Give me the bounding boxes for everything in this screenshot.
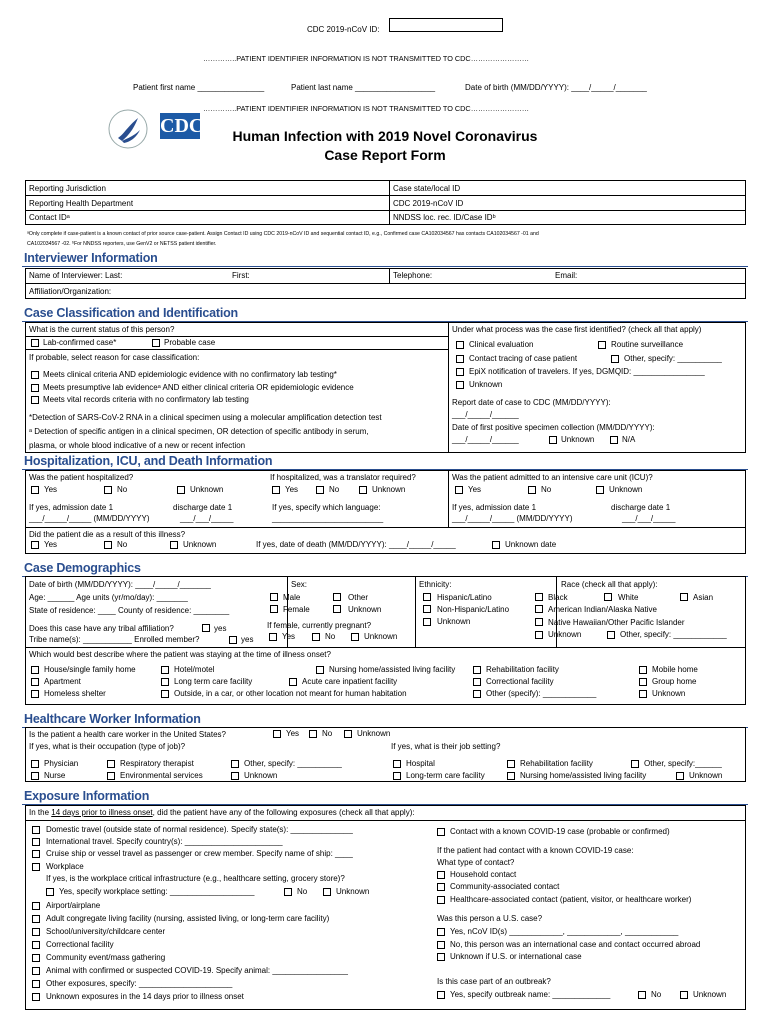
hcw-no-checkbox[interactable] [309,730,317,738]
case-state-id[interactable]: Case state/local ID [393,184,461,193]
contact-question-2: What type of contact? [437,858,515,867]
cdc-logo: CDC [160,115,204,137]
race-white-checkbox[interactable] [604,593,612,601]
outbreak-unknown-label: Unknown [693,990,727,999]
set-hospital-label: Hospital [406,759,435,768]
res-acute-label: Acute care inpatient facility [302,677,398,686]
workplace-yes-checkbox[interactable] [46,888,54,896]
race-nhpi-checkbox[interactable] [535,618,543,626]
reporting-jurisdiction[interactable]: Reporting Jurisdiction [29,184,106,193]
ethnicity-unknown-checkbox[interactable] [423,618,431,626]
race-white-label: White [618,593,639,602]
res-apartment-checkbox[interactable] [31,678,39,686]
outbreak-no-label: No [651,990,662,999]
exp-other-checkbox[interactable] [32,980,40,988]
probable-checkbox[interactable] [152,339,160,347]
pregnant-unknown-label: Unknown [364,632,398,641]
exp-congregate-checkbox[interactable] [32,915,40,923]
male-label: Male [283,593,301,602]
critical-question: If yes, is the workplace critical infrastructure (e.g., healthcare setting, grocery store)? [46,874,345,883]
hosp-unknown-checkbox[interactable] [177,486,185,494]
res-nursing-label: Nursing home/assisted living facility [329,665,456,674]
pregnant-no-checkbox[interactable] [312,633,320,641]
exp-unknown-label: Unknown exposures in the 14 days prior to illness onset [46,992,244,1001]
patient-last-name: Patient last name __________________ [291,83,436,92]
hhs-eagle-logo [108,108,148,150]
occ-physician-checkbox[interactable] [31,760,39,768]
workplace-yes-label: Yes, specify workplace setting: ___________________ [59,887,255,896]
res-unknown-checkbox[interactable] [639,690,647,698]
res-rehab-checkbox[interactable] [473,666,481,674]
note-1: *Detection of SARS-CoV-2 RNA in a clinical specimen using a molecular amplification detection test [29,413,382,422]
res-outside-label: Outside, in a car, or other location not meant for human habitation [174,689,407,698]
icu-admission-blank[interactable]: ___/_____/_____ (MM/DD/YYYY) [452,514,573,523]
outbreak-question: Is this case part of an outbreak? [437,977,551,986]
res-apartment-label: Apartment [44,677,81,686]
hosp-unknown-label: Unknown [190,485,224,494]
icu-admission-label: If yes, admission date 1 [452,503,537,512]
hcw-unknown-label: Unknown [357,729,391,738]
us-no-checkbox[interactable] [437,941,445,949]
lab-confirmed-label: Lab-confirmed case* [43,338,117,347]
exposure-heading: Exposure Information [24,789,150,803]
interviewer-affiliation[interactable]: Affiliation/Organization: [29,287,112,296]
outbreak-no-checkbox[interactable] [638,991,646,999]
race-aian-label: American Indian/Alaska Native [548,605,657,614]
occ-unknown-label: Unknown [244,771,278,780]
report-date-blank[interactable]: ___/_____/______ [452,410,519,419]
res-correctional-checkbox[interactable] [473,678,481,686]
female-label: Female [283,605,310,614]
race-other-checkbox[interactable] [607,631,615,639]
reporting-table [25,180,746,225]
set-other-checkbox[interactable] [631,760,639,768]
crit2-label: Meets presumptive lab evidenceᵃ AND either clinical criteria OR epidemiologic evidence [43,383,354,392]
interviewer-last[interactable]: Name of Interviewer: Last: [29,271,123,280]
probable-question: If probable, select reason for case classification: [29,353,200,362]
clinical-eval-label: Clinical evaluation [469,340,534,349]
crit1-label: Meets clinical criteria AND epidemiologic evidence with no confirmatory lab testing* [43,370,337,379]
occ-physician-label: Physician [44,759,79,768]
res-unknown-label: Unknown [652,689,686,698]
exp-congregate-label: Adult congregate living facility (nursing, assisted living, or long-term care facility) [46,914,330,923]
res-outside-checkbox[interactable] [161,690,169,698]
sex-unknown-label: Unknown [348,605,382,614]
res-mobile-label: Mobile home [652,665,698,674]
occ-environmental-checkbox[interactable] [107,772,115,780]
specimen-na-checkbox[interactable] [610,436,618,444]
workplace-unknown-checkbox[interactable] [323,888,331,896]
sex-unknown-checkbox[interactable] [333,605,341,613]
patient-first-name: Patient first name _______________ [133,83,265,92]
process-question: Under what process was the case first identified? (check all that apply) [452,325,702,334]
footnote-2: CA102034567 -02. ᵇFor NNDSS reporters, use GenV2 or NETSS patient identifier. [27,241,217,247]
contact-healthcare-checkbox[interactable] [437,896,445,904]
specimen-na-label: N/A [622,435,636,444]
death-unknown-date-checkbox[interactable] [492,541,500,549]
cdc-ncov-id[interactable]: CDC 2019-nCoV ID [393,199,464,208]
race-black-label: Black [548,593,568,602]
discharge-label: discharge date 1 [173,503,233,512]
died-unknown-checkbox[interactable] [170,541,178,549]
occ-environmental-label: Environmental services [120,771,203,780]
contact-known-label: Contact with a known COVID-19 case (probable or confirmed) [450,827,670,836]
contact-known-checkbox[interactable] [437,828,445,836]
discharge-blank[interactable]: ___/___/_____ [180,514,234,523]
us-unknown-label: Unknown if U.S. or international case [450,952,582,961]
pregnant-yes-checkbox[interactable] [269,633,277,641]
icu-discharge-blank[interactable]: ___/___/_____ [622,514,676,523]
contact-household-checkbox[interactable] [437,871,445,879]
patient-dob: Date of birth (MM/DD/YYYY): ____/_____/_______ [465,83,647,92]
process-other-checkbox[interactable] [611,355,619,363]
tribe-question: Does this case have any tribal affiliation? [29,624,174,633]
exp-workplace-label: Workplace [46,862,84,871]
translator-yes-checkbox[interactable] [272,486,280,494]
contact-community-label: Community-associated contact [450,882,560,891]
language-label: If yes, specify which language: [272,503,381,512]
exp-school-checkbox[interactable] [32,928,40,936]
hospital-heading: Hospitalization, ICU, and Death Information [24,454,273,468]
us-yes-label: Yes, nCoV ID(s) ____________, ____________, ____________ [450,927,679,936]
occ-other-checkbox[interactable] [231,760,239,768]
demo-dob[interactable]: Date of birth (MM/DD/YYYY): ____/_____/_______ [29,580,211,589]
set-hospital-checkbox[interactable] [393,760,401,768]
exp-community-checkbox[interactable] [32,954,40,962]
exposure-intro: In the 14 days prior to illness onset, did the patient have any of the following exposures (check all that apply): [29,808,415,817]
demographics-heading: Case Demographics [24,561,141,575]
set-ltc-checkbox[interactable] [393,772,401,780]
setting-question: If yes, what is their job setting? [391,742,501,751]
icu-discharge-label: discharge date 1 [611,503,671,512]
set-nursing-label: Nursing home/assisted living facility [520,771,647,780]
exp-cruise-label: Cruise ship or vessel travel as passenger or crew member. Specify name of ship: ____ [46,849,353,858]
hosp-no-checkbox[interactable] [104,486,112,494]
report-date-label: Report date of case to CDC (MM/DD/YYYY): [452,398,611,407]
ethnicity-label: Ethnicity: [419,580,452,589]
crit2-checkbox[interactable] [31,384,39,392]
pregnant-unknown-checkbox[interactable] [351,633,359,641]
res-nursing-checkbox[interactable] [316,666,324,674]
crit3-label: Meets vital records criteria with no confirmatory lab testing [43,395,249,404]
exp-animal-label: Animal with confirmed or suspected COVID-19. Specify animal: _________________ [46,966,348,975]
exp-correctional-label: Correctional facility [46,940,114,949]
contact-tracing-label: Contact tracing of case patient [469,354,578,363]
res-house-checkbox[interactable] [31,666,39,674]
nndss-id[interactable]: NNDSS loc. rec. ID/Case IDᵇ [393,213,496,222]
occ-respiratory-label: Respiratory therapist [120,759,194,768]
demo-state[interactable]: State of residence: ____ County of residence: ________ [29,606,230,615]
exp-airport-label: Airport/airplane [46,901,101,910]
icu-yes-label: Yes [468,485,482,494]
translator-no-checkbox[interactable] [316,486,324,494]
death-unknown-date-label: Unknown date [505,540,557,549]
icu-no-checkbox[interactable] [528,486,536,494]
race-other-label: Other, specify: ____________ [620,630,727,639]
translator-unknown-label: Unknown [372,485,406,494]
first-specimen-blank[interactable]: ___/_____/______ [452,435,519,444]
ethnicity-unknown-label: Unknown [437,617,471,626]
exp-animal-checkbox[interactable] [32,967,40,975]
contact-household-label: Household contact [450,870,517,879]
res-group-label: Group home [652,677,697,686]
workplace-unknown-label: Unknown [336,887,370,896]
tribe-names[interactable]: Tribe name(s): ___________ Enrolled member? [29,635,200,644]
hosp-question: Was the patient hospitalized? [29,473,134,482]
crit3-checkbox[interactable] [31,396,39,404]
translator-question: If hospitalized, was a translator required? [270,473,416,482]
note-3: plasma, or whole blood indicative of a new or recent infection [29,441,246,450]
occ-respiratory-checkbox[interactable] [107,760,115,768]
note-2: ᵃ Detection of specific antigen in a clinical specimen, OR detection of specific antibody in serum, [29,427,369,436]
pregnant-yes-label: Yes [282,632,296,641]
race-nhpi-label: Native Hawaiian/Other Pacific Islander [548,618,685,627]
status-question: What is the current status of this person? [29,325,175,334]
res-hotel-checkbox[interactable] [161,666,169,674]
outbreak-unknown-checkbox[interactable] [680,991,688,999]
set-rehab-label: Rehabilitation facility [520,759,593,768]
female-checkbox[interactable] [270,605,278,613]
sex-label: Sex: [291,580,308,589]
enrolled-yes-checkbox[interactable] [229,636,237,644]
language-blank[interactable]: _________________________ [272,514,384,523]
lab-confirmed-checkbox[interactable] [31,339,39,347]
exp-school-label: School/university/childcare center [46,927,166,936]
race-aian-checkbox[interactable] [535,605,543,613]
res-house-label: House/single family home [44,665,136,674]
interviewer-email[interactable]: Email: [555,271,578,280]
occ-nurse-label: Nurse [44,771,66,780]
clinical-eval-checkbox[interactable] [456,341,464,349]
res-group-checkbox[interactable] [639,678,647,686]
pregnant-question: If female, currently pregnant? [267,621,372,630]
set-ltc-label: Long-term care facility [406,771,485,780]
us-case-question: Was this person a U.S. case? [437,914,543,923]
identifier-notice: …………..PATIENT IDENTIFIER INFORMATION IS NOT TRANSMITTED TO CDC…………………… [203,54,530,63]
outbreak-yes-label: Yes, specify outbreak name: _____________ [450,990,611,999]
exp-domestic-label: Domestic travel (outside state of normal residence). Specify state(s): ______________ [46,825,353,834]
identifier-notice-2: …………..PATIENT IDENTIFIER INFORMATION IS NOT TRANSMITTED TO CDC…………………… [203,104,530,113]
res-other-label: Other (specify): ____________ [486,689,597,698]
process-unknown-label: Unknown [469,380,503,389]
interviewer-first[interactable]: First: [232,271,250,280]
res-correctional-label: Correctional facility [486,677,554,686]
first-specimen-label: Date of first positive specimen collection (MM/DD/YYYY): [452,423,655,432]
contact-community-checkbox[interactable] [437,883,445,891]
interviewer-heading: Interviewer Information [24,251,158,265]
us-no-label: No, this person was an international case and contact occurred abroad [450,940,701,949]
tribe-yes-checkbox[interactable] [202,624,210,632]
race-label: Race (check all that apply): [561,580,658,589]
res-rehab-label: Rehabilitation facility [486,665,559,674]
set-unknown-checkbox[interactable] [676,772,684,780]
exp-workplace-checkbox[interactable] [32,863,40,871]
res-homeless-checkbox[interactable] [31,690,39,698]
hosp-yes-checkbox[interactable] [31,486,39,494]
contact-healthcare-label: Healthcare-associated contact (patient, visitor, or healthcare worker) [450,895,692,904]
race-unknown-label: Unknown [548,630,582,639]
workplace-no-checkbox[interactable] [284,888,292,896]
process-unknown-checkbox[interactable] [456,381,464,389]
hcw-yes-label: Yes [286,729,300,738]
exp-other-label: Other exposures, specify: _____________________ [46,979,233,988]
us-unknown-checkbox[interactable] [437,953,445,961]
contact-tracing-checkbox[interactable] [456,355,464,363]
specimen-unknown-checkbox[interactable] [549,436,557,444]
contact-question-1: If the patient had contact with a known COVID-19 case: [437,846,634,855]
male-checkbox[interactable] [270,593,278,601]
hcw-heading: Healthcare Worker Information [24,712,201,726]
non-hispanic-checkbox[interactable] [423,605,431,613]
translator-no-label: No [329,485,340,494]
race-black-checkbox[interactable] [535,593,543,601]
exp-international-label: International travel. Specify country(s): ______________________ [46,837,283,846]
interviewer-telephone[interactable]: Telephone: [393,271,433,280]
icu-yes-checkbox[interactable] [455,486,463,494]
reporting-department[interactable]: Reporting Health Department [29,199,134,208]
contact-id[interactable]: Contact IDᵃ [29,213,70,222]
translator-unknown-checkbox[interactable] [359,486,367,494]
exp-cruise-checkbox[interactable] [32,850,40,858]
died-unknown-label: Unknown [183,540,217,549]
hosp-no-label: No [117,485,128,494]
death-date[interactable]: If yes, date of death (MM/DD/YYYY): ____/_____/_____ [256,540,456,549]
set-nursing-checkbox[interactable] [507,772,515,780]
occ-nurse-checkbox[interactable] [31,772,39,780]
workplace-no-label: No [297,887,308,896]
enrolled-yes-label: yes [241,635,254,644]
hcw-no-label: No [322,729,333,738]
residence-question: Which would best describe where the patient was staying at the time of illness onset? [29,650,331,659]
set-rehab-checkbox[interactable] [507,760,515,768]
exp-community-label: Community event/mass gathering [46,953,166,962]
specimen-unknown-label: Unknown [561,435,595,444]
res-ltc-label: Long term care facility [174,677,253,686]
hcw-question: Is the patient a health care worker in the United States? [29,730,227,739]
icu-unknown-checkbox[interactable] [596,486,604,494]
exp-domestic-checkbox[interactable] [32,826,40,834]
res-mobile-checkbox[interactable] [639,666,647,674]
sex-other-label: Other [348,593,369,602]
admission-label: If yes, admission date 1 [29,503,114,512]
form-subtitle: Case Report Form [324,147,446,163]
us-yes-checkbox[interactable] [437,928,445,936]
occupation-question: If yes, what is their occupation (type of job)? [29,742,186,751]
died-yes-label: Yes [44,540,58,549]
died-no-checkbox[interactable] [104,541,112,549]
form-title: Human Infection with 2019 Novel Coronavirus [232,128,538,144]
ncov-id-input[interactable] [389,18,503,32]
res-other-checkbox[interactable] [473,690,481,698]
ncov-id-label: CDC 2019-nCoV ID: [307,25,380,34]
exp-airport-checkbox[interactable] [32,902,40,910]
tribe-yes-label: yes [214,624,227,633]
process-other-label: Other, specify: __________ [624,354,722,363]
res-homeless-label: Homeless shelter [44,689,106,698]
exp-international-checkbox[interactable] [32,838,40,846]
icu-no-label: No [541,485,552,494]
epix-label: EpiX notification of travelers. If yes, DGMQID: ________________ [469,367,705,376]
occ-unknown-checkbox[interactable] [231,772,239,780]
footnote-1: ᵃOnly complete if case-patient is a known contact of prior source case-patient. Assign Contact ID using CDC 2019-nCoV ID and sequential contact ID, e.g., Confirmed case CA102034567 has contacts CA102034567 -01 and [27,231,539,237]
occ-other-label: Other, specify: __________ [244,759,342,768]
hispanic-checkbox[interactable] [423,593,431,601]
res-hotel-label: Hotel/motel [174,665,215,674]
died-question: Did the patient die as a result of this illness? [29,530,186,539]
set-other-label: Other, specify:______ [644,759,722,768]
res-ltc-checkbox[interactable] [161,678,169,686]
non-hispanic-label: Non-Hispanic/Latino [437,605,510,614]
probable-label: Probable case [164,338,216,347]
demo-age[interactable]: Age: ______ Age units (yr/mo/day): _______ [29,593,188,602]
crit1-checkbox[interactable] [31,371,39,379]
died-yes-checkbox[interactable] [31,541,39,549]
set-unknown-label: Unknown [689,771,723,780]
routine-checkbox[interactable] [598,341,606,349]
race-unknown-checkbox[interactable] [535,631,543,639]
outbreak-yes-checkbox[interactable] [437,991,445,999]
exp-correctional-checkbox[interactable] [32,941,40,949]
icu-unknown-label: Unknown [609,485,643,494]
died-no-label: No [117,540,128,549]
pregnant-no-label: No [325,632,336,641]
sex-other-checkbox[interactable] [333,593,341,601]
hispanic-label: Hispanic/Latino [437,593,492,602]
race-asian-checkbox[interactable] [680,593,688,601]
hcw-unknown-checkbox[interactable] [344,730,352,738]
exp-unknown-checkbox[interactable] [32,993,40,1001]
hosp-yes-label: Yes [44,485,58,494]
icu-question: Was the patient admitted to an intensive care unit (ICU)? [452,473,653,482]
routine-label: Routine surveillance [611,340,684,349]
res-acute-checkbox[interactable] [289,678,297,686]
admission-blank[interactable]: ___/_____/_____ (MM/DD/YYYY) [29,514,150,523]
epix-checkbox[interactable] [456,368,464,376]
classification-heading: Case Classification and Identification [24,306,238,320]
hcw-yes-checkbox[interactable] [273,730,281,738]
race-asian-label: Asian [693,593,714,602]
translator-yes-label: Yes [285,485,299,494]
